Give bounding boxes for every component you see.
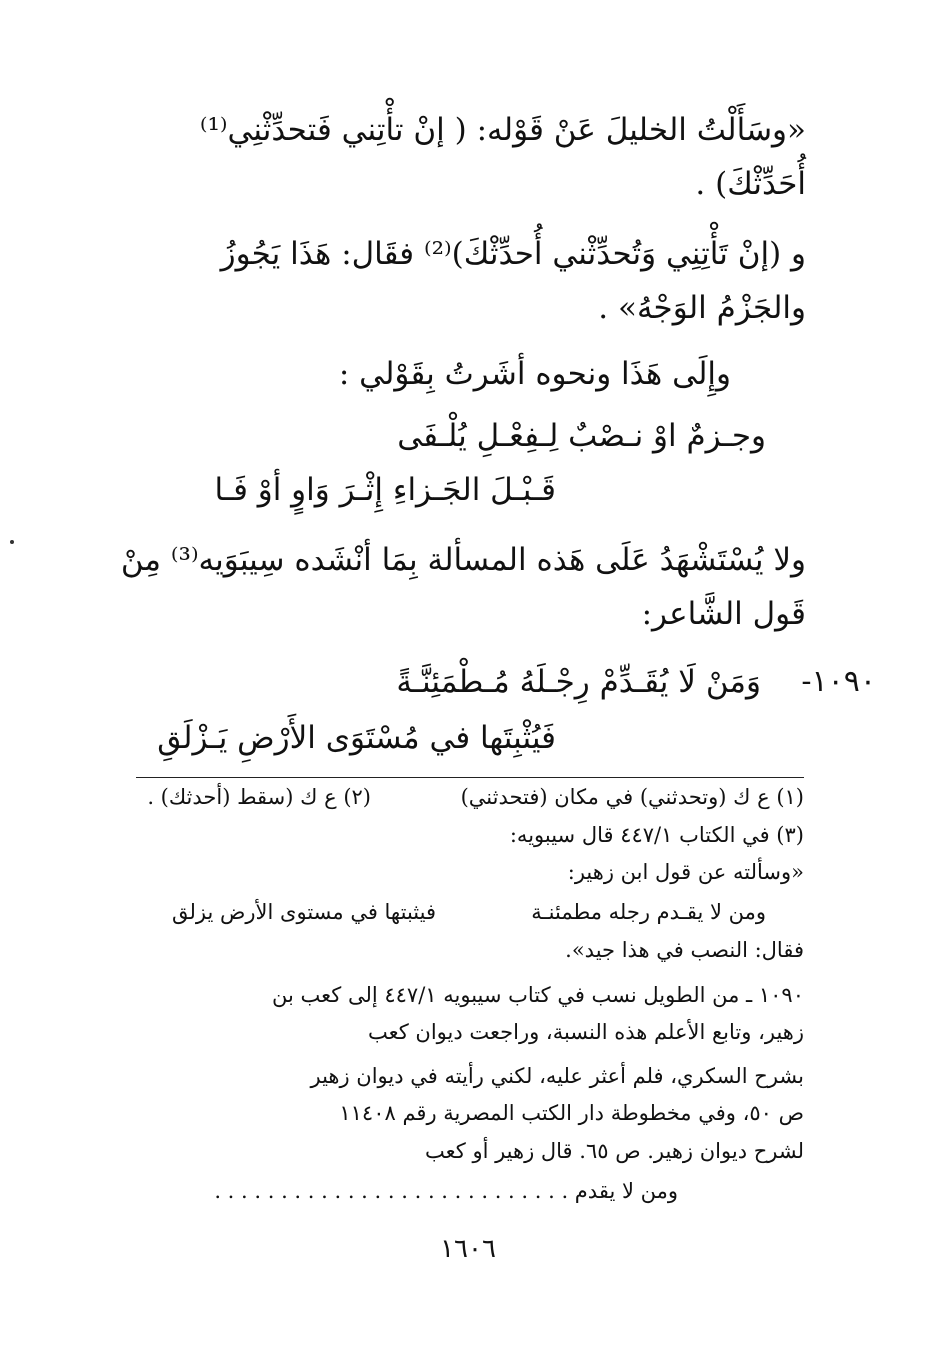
- paragraph-4-line-1: ولا يُسْتَشْهَدُ عَلَى هَذه المسألة بِمَا أنْشَده سِيبَوَيه⁽³⁾ مِنْ: [120, 542, 806, 578]
- footnote-3-line-2: «وسألته عن قول ابن زهير:: [567, 860, 804, 884]
- footnote-verse-1090-line-2: زهير، وتابع الأعلم هذه النسبة، وراجعت ديوان كعب: [368, 1020, 804, 1044]
- footnote-separator: [136, 777, 804, 778]
- footnote-verse-1090-line-4: ص ٥٠، وفي مخطوطة دار الكتب المصرية رقم ١١٤٠٨: [339, 1101, 804, 1125]
- verse-1090-hemistich-2: فَيُثْبِتَها في مُسْتَوَى الأَرْضِ يَـزْلَقِ: [157, 720, 556, 756]
- paragraph-1-line-1: «وسَأَلْتُ الخليلَ عَنْ قَوْله: ( إنْ تأْتِني فَتحدِّثْنِي⁽¹⁾: [199, 112, 806, 148]
- poem-hemistich-2: قَـبْـلَ الجَـزاءِ إِثْـرَ وَاوٍ أوْ فَـا: [214, 472, 556, 508]
- footnote-3-line-1: (٣) في الكتاب ٤٤٧/١ قال سيبويه:: [509, 823, 804, 847]
- footnote-verse-1090-line-3: بشرح السكري، فلم أعثر عليه، لكني رأيته في ديوان زهير: [310, 1064, 804, 1088]
- footnote-verse-1090-line-1: ١٠٩٠ ـ من الطويل نسب في كتاب سيبويه ٤٤٧/١ إلى كعب بن: [272, 983, 804, 1007]
- footnote-2: (٢) ع ك (سقط (أحدثك) .: [147, 785, 371, 809]
- paragraph-2-line-1: و (إنْ تَأْتِنِي وَتُحدِّثْني أُحدِّثْكَ)⁽²⁾ فقَال: هَذَا يَجُوزُ: [220, 236, 806, 272]
- verse-1090-hemistich-1: وَمَنْ لَا يُقَـدِّمْ رِجْـلَهُ مُـطْمَئِنَّـةً: [396, 664, 761, 700]
- paragraph-3-line-1: وإِلَى هَذَا ونحوه أشَرتُ بِقَوْلي :: [338, 356, 731, 392]
- paragraph-2-line-2: والجَزْمُ الوَجْهُ» .: [598, 290, 806, 326]
- footnote-3-line-3: فقال: النصب في هذا جيد».: [565, 938, 804, 962]
- footnote-verse-1090-line-6: ومن لا يقدم . . . . . . . . . . . . . . . . . . . . . . . . . . .: [214, 1179, 678, 1203]
- scan-speck: [10, 540, 14, 544]
- verse-number: ١٠٩٠-: [801, 664, 876, 699]
- paragraph-4-line-2: قَول الشَّاعر:: [641, 596, 806, 632]
- footnote-verse-1090-line-5: لشرح ديوان زهير. ص ٦٥. قال زهير أو كعب: [425, 1139, 804, 1163]
- footnote-3-verse-hemistich-2: فيثبتها في مستوى الأرض يزلق: [172, 900, 436, 924]
- paragraph-1-line-2: أُحَدِّثْكَ) .: [695, 166, 806, 202]
- footnote-1: (١) ع ك (وتحدثني) في مكان (فتحدثني): [460, 785, 804, 809]
- poem-hemistich-1: وجـزمٌ اوْ نـصْبٌ لِـفِعْـلِ يُلْـفَى: [397, 418, 766, 454]
- page-number: ١٦٠٦: [440, 1234, 496, 1264]
- footnote-3-verse-hemistich-1: ومن لا يقـدم رجله مطمئنـة: [531, 900, 766, 924]
